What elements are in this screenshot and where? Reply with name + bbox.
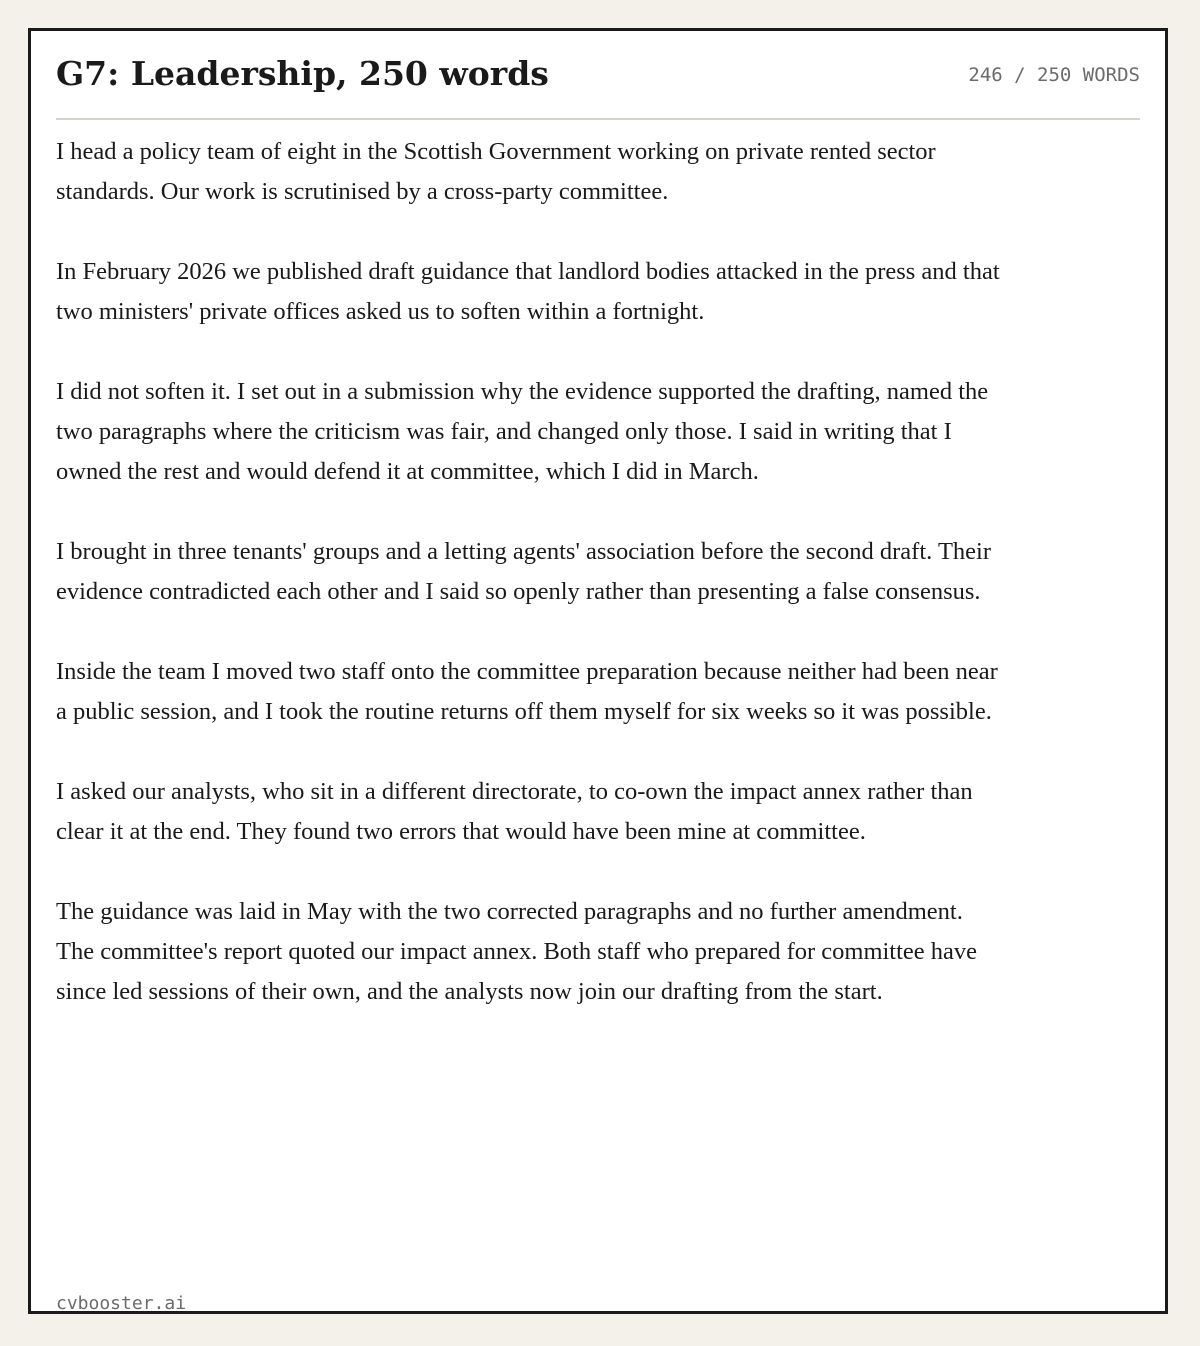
paragraph: The guidance was laid in May with the two corrected paragraphs and no further amendment. The committee's report quoted our impact annex. Both staff who prepared for committee have since led sessions of their own, and the analysts now join our drafting from the start. [56, 898, 978, 1005]
paragraph: I head a policy team of eight in the Scottish Government working on private rented sector standards. Our work is scrutinised by a cross-party committee. [56, 138, 936, 205]
word-count-badge: 246 / 250 WORDS [968, 64, 1140, 86]
paragraph: In February 2026 we published draft guidance that landlord bodies attacked in the press and that two ministers' private offices asked us to soften within a fortnight. [56, 258, 1000, 325]
brand-footer: cvbooster.ai [56, 1293, 187, 1314]
paragraph: I brought in three tenants' groups and a letting agents' association before the second draft. Their evidence contradicted each other and I said so openly rather than presenting a false consensus. [56, 538, 992, 605]
paragraph: I asked our analysts, who sit in a different directorate, to co-own the impact annex rather than clear it at the end. They found two errors that would have been mine at committee. [56, 778, 973, 845]
answer-body [56, 132, 1006, 1052]
paragraph: Inside the team I moved two staff onto the committee preparation because neither had been near a public session, and I took the routine returns off them myself for six weeks so it was possible. [56, 658, 998, 725]
answer-card [28, 28, 1168, 1314]
paragraph: I did not soften it. I set out in a submission why the evidence supported the drafting, named the two paragraphs where the criticism was fair, and changed only those. I said in writing that I owned the rest and would defend it at committee, which I did in March. [56, 378, 989, 485]
card-header [56, 31, 1140, 120]
page-title: G7: Leadership, 250 words [56, 54, 549, 93]
